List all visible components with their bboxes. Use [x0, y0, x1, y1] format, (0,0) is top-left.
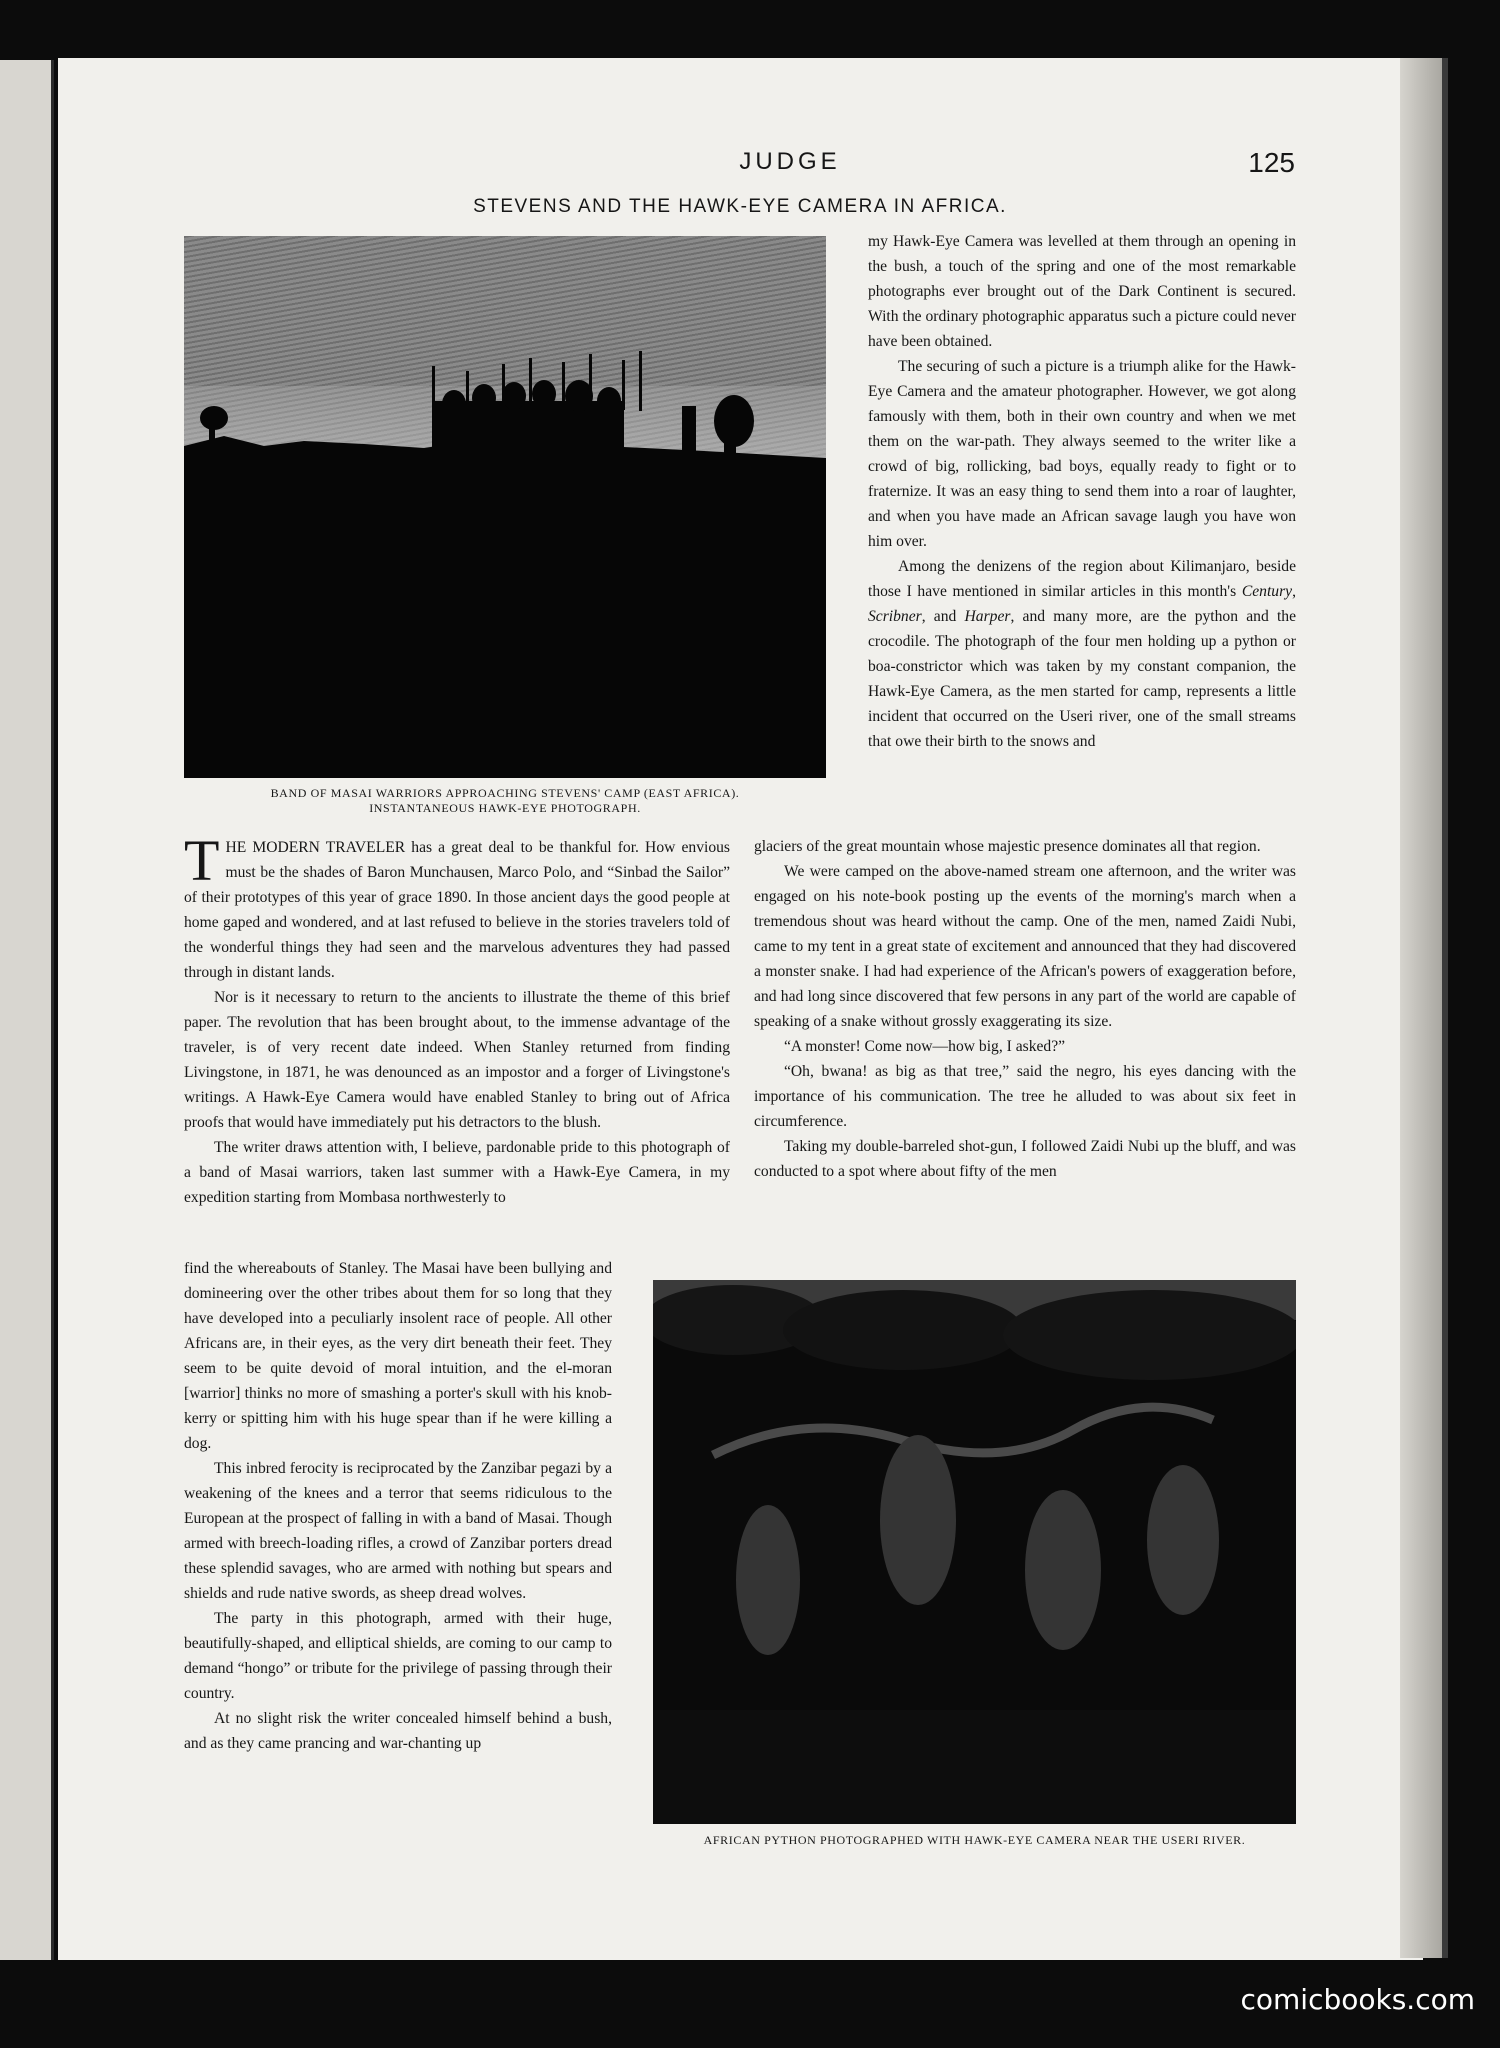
paragraph: Nor is it necessary to return to the ancients to illustrate the theme of this brief paper. The revolution that has been brought about, to the immense advantage of the traveler, is of very recent date indeed. When Stanley returned from finding Livingstone, in 1871, he was denounced as an impostor and a forger of Livingstone's writings. A Hawk-Eye Camera would have enabled Stanley to bring out of Africa proofs that would have immediately put his detractors to the blush. — [184, 989, 730, 1131]
page-edge — [1442, 58, 1448, 1958]
photo1-caption-line1: BAND OF MASAI WARRIORS APPROACHING STEVENS' CAMP (EAST AFRICA). — [270, 786, 740, 800]
paragraph: my Hawk-Eye Camera was levelled at them through an opening in the bush, a touch of the spring and one of the most remarkable photographs ever brought out of the Dark Continent is secured. With the ordinary photographic apparatus such a picture could never have been obtained. — [868, 233, 1296, 350]
magazine-scribner: Scribner — [868, 608, 922, 625]
paragraph: This inbred ferocity is reciprocated by the Zanzibar pegazi by a weakening of the knees and a terror that seems ridiculous to the European at the prospect of falling in with a band of Masai. Though armed with breech-loading rifles, a crowd of Zanzibar porters dread these splendid savages, who are armed with nothing but spears and shields and rude native swords, as sheep dread wolves. — [184, 1460, 612, 1602]
paragraph: The party in this photograph, armed with their huge, beautifully-shaped, and elliptical shields, are coming to our camp to demand “hongo” or tribute for the privilege of passing through their country. — [184, 1610, 612, 1702]
right-column-middle — [754, 834, 1296, 1184]
drop-cap: T — [184, 828, 220, 893]
paragraph: We were camped on the above-named stream one afternoon, and the writer was engaged on his note-book posting up the events of the morning's march when a tremendous shout was heard without the camp. One of the men, named Zaidi Nubi, came to my tent in a great state of excitement and announced that they had discovered a monster snake. I had had experience of the African's powers of exaggeration before, and had long since discovered that few persons in any part of the world are capable of speaking of a snake without grossly exaggerating its size. — [754, 863, 1296, 1030]
python-photo — [653, 1280, 1296, 1824]
masthead: JUDGE — [739, 148, 841, 175]
intro-lead: HE MODERN TRAVELER — [225, 839, 406, 856]
paragraph: Among the denizens of the region about Kilimanjaro, beside those I have mentioned in similar articles in this month's Century, Scribner, and Harper, and many more, are the python and the crocodile. The photograph of the four men holding up a python or boa-constrictor which was taken by my constant companion, the Hawk-Eye Camera, as the men started for camp, represents a little incident that occurred on the Useri river, one of the small streams that owe their birth to the snows and — [868, 558, 1296, 750]
photo1-caption — [184, 786, 826, 816]
page-gutter-shadow — [1400, 58, 1442, 1958]
paragraph: The securing of such a picture is a triumph alike for the Hawk-Eye Camera and the amateur photographer. However, we got along famously with them, both in their own country and when we met them on the war-path. They always seemed to the writer like a crowd of big, rollicking, bad boys, equally ready to fight or to fraternize. It was an easy thing to send them into a roar of laughter, and when you have made an African savage laugh you have won him over. — [868, 358, 1296, 550]
paragraph: Taking my double-barreled shot-gun, I followed Zaidi Nubi up the bluff, and was conducted to a spot where about fifty of the men — [754, 1138, 1296, 1180]
intro-paragraph: THE MODERN TRAVELER has a great deal to be thankful for. How envious must be the shades of Baron Munchausen, Marco Polo, and “Sinbad the Sailor” of their prototypes of this year of grace 1890. In those ancient days the good people at home gaped and wondered, and at last refused to believe in the stories travelers told of the wonderful things they had seen and the marvelous adventures they had passed through in distant lands. — [184, 828, 730, 981]
paragraph: “Oh, bwana! as big as that tree,” said the negro, his eyes dancing with the importance of his communication. The tree he alluded to was about six feet in circumference. — [754, 1063, 1296, 1130]
left-narrow-column — [184, 1256, 612, 1756]
photo1-caption-line2: INSTANTANEOUS HAWK-EYE PHOTOGRAPH. — [369, 801, 641, 815]
facing-page-strip — [0, 60, 54, 1960]
right-column-top — [868, 229, 1296, 754]
paragraph: glaciers of the great mountain whose majestic presence dominates all that region. — [754, 838, 1261, 855]
paragraph: At no slight risk the writer concealed himself behind a bush, and as they came prancing and war-chanting up — [184, 1710, 612, 1752]
magazine-century: Century — [1241, 583, 1293, 600]
watermark: comicbooks.com — [1240, 1983, 1475, 2016]
photo2-caption: AFRICAN PYTHON PHOTOGRAPHED WITH HAWK-EYE CAMERA NEAR THE USERI RIVER. — [703, 1833, 1246, 1847]
paragraph: find the whereabouts of Stanley. The Masai have been bullying and domineering over the other tribes about them for so long that they have developed into a peculiarly insolent race of people. All other Africans are, in their eyes, as the very dirt beneath their feet. They seem to be quite devoid of moral intuition, and the el-moran [warrior] thinks no more of smashing a porter's skull with his knob-kerry or spitting him with his huge spear than if he were killing a dog. — [184, 1260, 612, 1452]
paragraph: “A monster! Come now—how big, I asked?” — [784, 1038, 1066, 1055]
article-headline: STEVENS AND THE HAWK-EYE CAMERA IN AFRICA. — [473, 196, 1007, 217]
left-column — [184, 828, 730, 1210]
page-number: 125 — [1248, 147, 1295, 178]
paragraph: The writer draws attention with, I believe, pardonable pride to this photograph of a band of Masai warriors, taken last summer with a Hawk-Eye Camera, in my expedition starting from Mombasa northwesterly to — [184, 1139, 730, 1206]
masai-warriors-photo — [184, 236, 826, 778]
magazine-harper: Harper — [964, 608, 1011, 625]
